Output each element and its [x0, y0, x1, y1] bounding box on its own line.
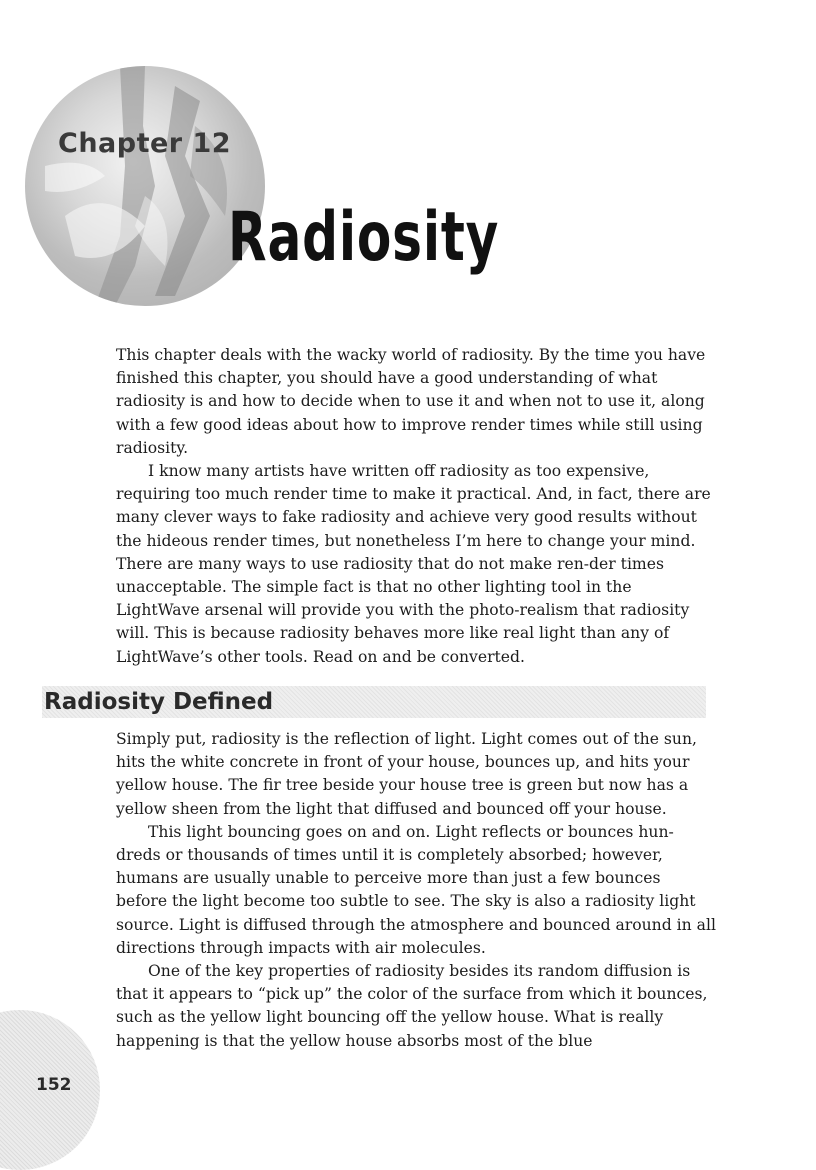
paragraph: I know many artists have written off radiosity as too expensive, requiring too much render time to make it practical. And, in fact, there are many clever ways to fake radiosity and achieve very good results without the hideous render times, but nonetheless I’m here to change your mind. There are many ways to use radiosity that do not make ren-der times unacceptable. The simple fact is that no other lighting tool in the LightWave arsenal will provide you with the photo-realism that radiosity will. This is because radiosity behaves more like real light than any of LightWave’s other tools. Read on and be converted. [116, 462, 711, 666]
paragraph: Simply put, radiosity is the reflection of light. Light comes out of the sun, hits the white concrete in front of your house, bounces up, and hits your yellow house. The fir tree beside your house tree is green but now has a yellow sheen from the light that diffused and bounced off your house. [116, 730, 697, 818]
paragraph: This chapter deals with the wacky world of radiosity. By the time you have finished this chapter, you should have a good understanding of what radiosity is and how to decide when to use it and when not to use it, along with a few good ideas about how to improve render times while still using radiosity. [116, 346, 706, 457]
page-number: 152 [36, 1075, 72, 1095]
chapter-title: Radiosity [228, 198, 500, 277]
chapter-number: Chapter 12 [58, 128, 232, 159]
section-text [116, 728, 716, 1053]
section-heading: Radiosity Defined [44, 689, 274, 715]
paragraph: This light bouncing goes on and on. Light reflects or bounces hun-dreds or thousands of times until it is completely absorbed; however, humans are usually unable to perceive more than just a few bounces before the light become too subtle to see. The sky is also a radiosity light source. Light is diffused through the atmosphere and bounced around in all directions through impacts with air molecules. [116, 822, 716, 957]
paragraph: One of the key properties of radiosity besides its random diffusion is that it appears to “pick up” the color of the surface from which it bounces, such as the yellow light bouncing off the yellow house. What is really happening is that the yellow house absorbs most of the blue [116, 962, 708, 1050]
intro-text [116, 344, 716, 669]
